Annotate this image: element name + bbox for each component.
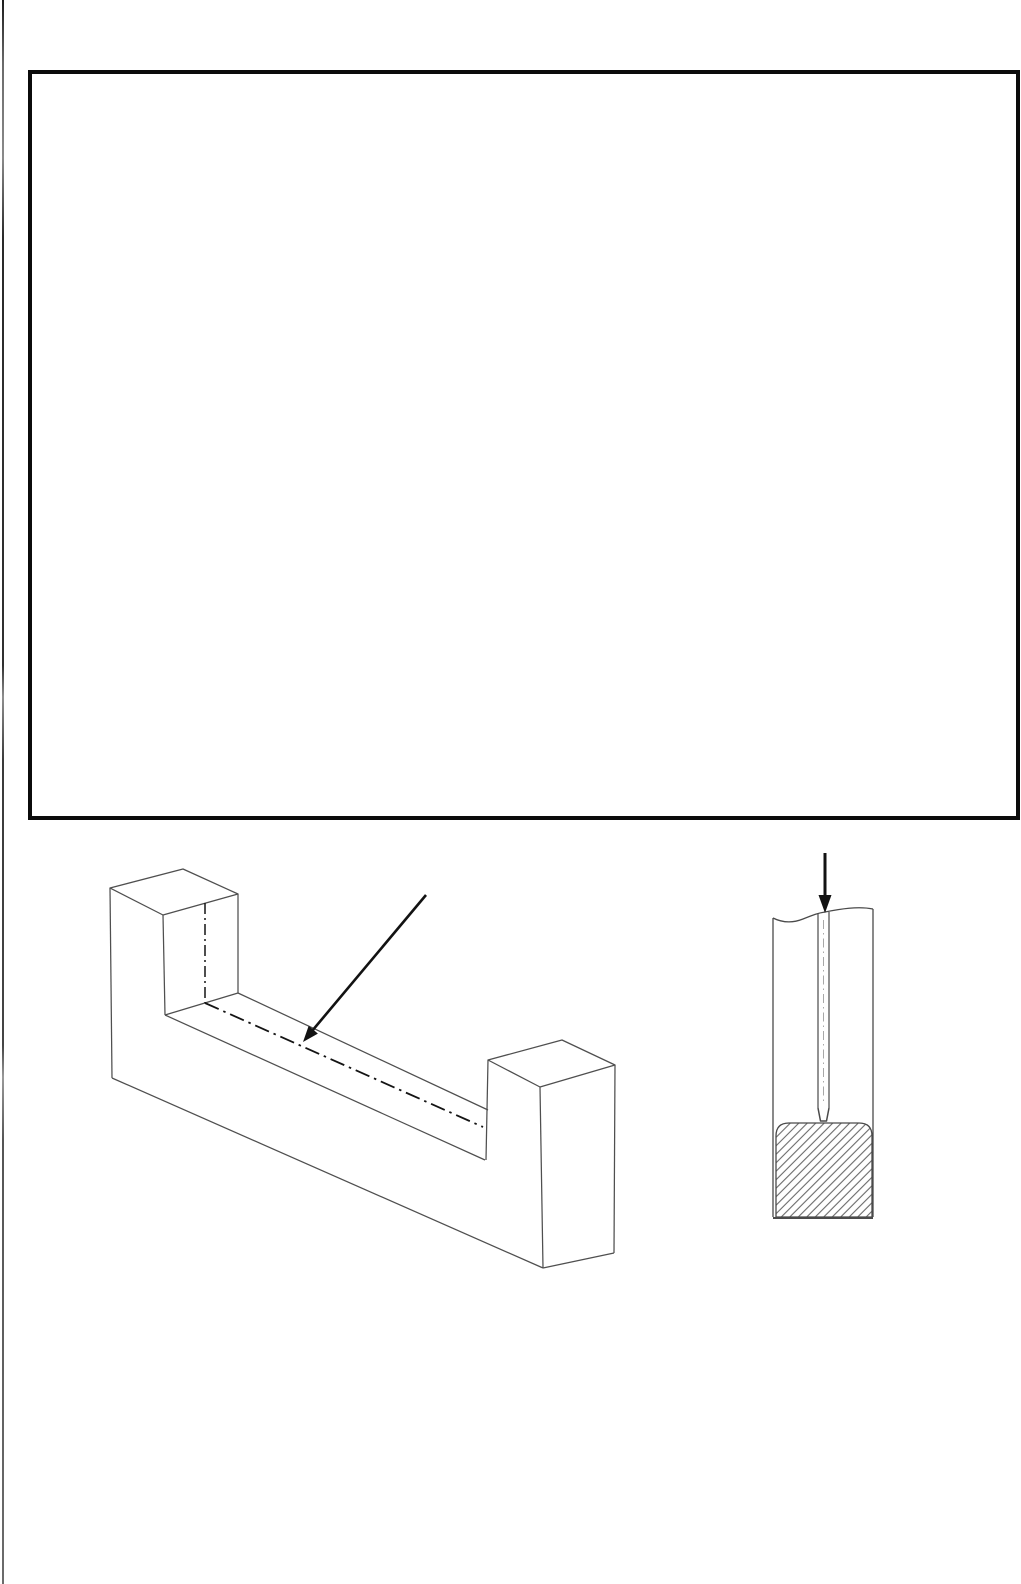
slot-down-arrow — [819, 853, 832, 913]
channel-centerline — [205, 903, 483, 1127]
figure-slot-section — [773, 853, 873, 1218]
figure-isometric-channel-block — [110, 869, 615, 1268]
isometric-block-outline — [110, 869, 615, 1268]
arrowhead — [819, 895, 832, 913]
break-line — [773, 908, 873, 922]
hatched-base-block — [776, 1123, 872, 1217]
centerline-leader-arrow — [303, 895, 426, 1042]
